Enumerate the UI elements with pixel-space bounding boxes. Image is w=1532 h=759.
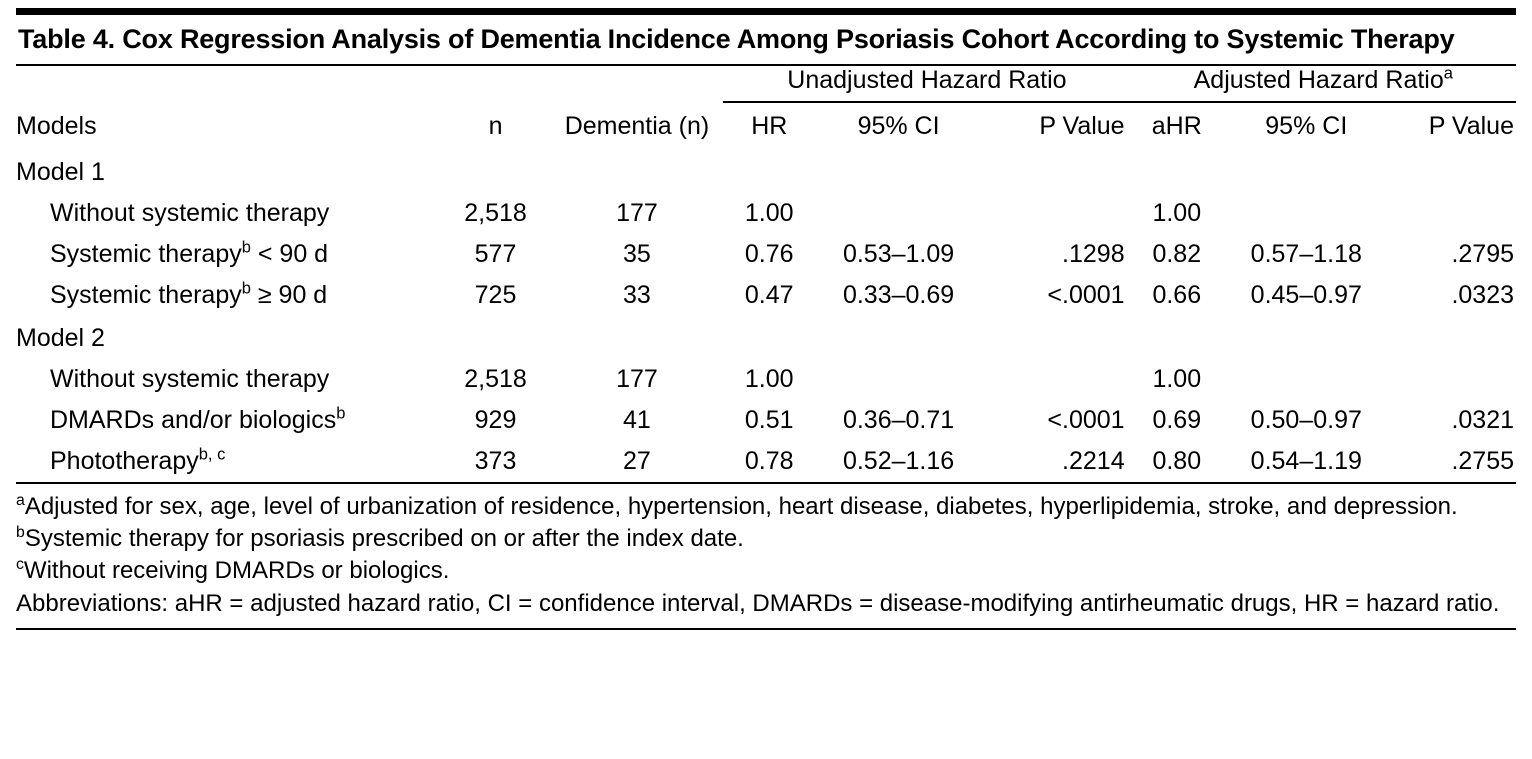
cell-n: 2,518 (464, 364, 527, 393)
footnote (16, 523, 1516, 554)
row-label (16, 275, 440, 316)
row-label (16, 316, 440, 359)
row-label-suffix: < 90 d (250, 239, 329, 268)
cell-p-value: .2214 (1062, 446, 1125, 475)
cell-p-value: .1298 (1062, 239, 1125, 268)
cell-ci (815, 316, 982, 359)
cell-p-value: <.0001 (1047, 280, 1125, 309)
table-title: Table 4. Cox Regression Analysis of Dementia Incidence Among Psoriasis Cohort According to Systemic Therapy (18, 24, 1455, 54)
cell-adjusted-p-value: .0323 (1451, 280, 1514, 309)
table-row (16, 400, 1516, 441)
table-bottom-rule (16, 628, 1516, 630)
row-label-superscript: b (241, 238, 251, 257)
table-top-rule (16, 8, 1516, 15)
cell-ahr: 1.00 (1152, 364, 1202, 393)
row-label-text: Phototherapy (50, 446, 199, 475)
footnote-text: $^a$Adjusted for sex, age, level of urbanization of residence, hypertension, heart disease, diabetes, hyperlipidemia, stroke, and depression. (16, 491, 1458, 520)
footnote (16, 588, 1516, 619)
cell-dementia: 27 (623, 446, 651, 475)
row-label-suffix: ≥ 90 d (250, 280, 328, 309)
col-header-p: P Value (1039, 111, 1125, 140)
cell-hr: 0.51 (744, 405, 794, 434)
cell-adjusted-ci (1223, 316, 1390, 359)
cell-adjusted-p-value (1390, 150, 1516, 193)
group-header-adjusted (1131, 66, 1516, 106)
col-header-dementia: Dementia (n) (564, 111, 710, 140)
cell-p-value (982, 359, 1131, 400)
cell-p-value: <.0001 (1047, 405, 1125, 434)
row-label (16, 359, 440, 400)
cell-ci: 0.52–1.16 (842, 446, 955, 475)
cell-ahr (1131, 316, 1223, 359)
cell-adjusted-p-value: .0321 (1451, 405, 1514, 434)
cell-dementia: 35 (623, 239, 651, 268)
row-label-text: DMARDs and/or biologics (50, 405, 337, 434)
footnote (16, 491, 1516, 522)
row-label (16, 150, 440, 193)
column-header-row (16, 106, 1516, 150)
cell-adjusted-p-value: .2795 (1451, 239, 1514, 268)
cell-ahr: 0.82 (1152, 239, 1202, 268)
cell-dementia: 177 (616, 364, 658, 393)
cell-ci (815, 150, 982, 193)
cell-n (440, 316, 550, 359)
cell-n: 373 (474, 446, 517, 475)
row-label-superscript: b, c (198, 445, 226, 464)
col-header-n: n (488, 111, 503, 140)
group-header-spacer-n (440, 66, 550, 106)
cell-adjusted-p-value (1390, 316, 1516, 359)
cell-adjusted-ci (1223, 359, 1390, 400)
group-header-spacer-dementia (551, 66, 724, 106)
cell-dementia: 33 (623, 280, 651, 309)
row-label (16, 400, 440, 441)
cell-ahr: 0.66 (1152, 280, 1202, 309)
cell-dementia (551, 316, 724, 359)
cell-adjusted-p-value (1390, 359, 1516, 400)
cell-hr (723, 316, 815, 359)
cell-ahr: 1.00 (1152, 198, 1202, 227)
cell-p-value (982, 150, 1131, 193)
group-header-adjusted-label (1131, 66, 1516, 103)
cell-n: 577 (474, 239, 517, 268)
table-container (16, 8, 1516, 630)
cell-hr: 1.00 (744, 364, 794, 393)
row-label (16, 193, 440, 234)
table-row (16, 441, 1516, 482)
cell-p-value (982, 316, 1131, 359)
cell-ahr (1131, 150, 1223, 193)
footnote-marker: c (16, 556, 24, 574)
cell-adjusted-p-value (1390, 193, 1516, 234)
cell-hr: 1.00 (744, 198, 794, 227)
col-header-hr: HR (751, 111, 788, 140)
cell-dementia: 41 (623, 405, 651, 434)
cell-hr: 0.78 (744, 446, 794, 475)
row-label-text: Without systemic therapy (50, 198, 330, 227)
cell-ci: 0.33–0.69 (842, 280, 955, 309)
group-header-adjusted-superscript: a (1443, 64, 1453, 83)
table-group-row (16, 316, 1516, 359)
table-row (16, 275, 1516, 316)
group-header-unadjusted (723, 66, 1130, 106)
col-header-ci: 95% CI (857, 111, 940, 140)
cell-adjusted-ci (1223, 193, 1390, 234)
cell-adjusted-ci: 0.57–1.18 (1250, 239, 1362, 268)
group-header-unadjusted-label: Unadjusted Hazard Ratio (723, 66, 1130, 103)
cell-adjusted-ci: 0.54–1.19 (1250, 446, 1362, 475)
cox-regression-table (16, 66, 1516, 482)
row-label (16, 234, 440, 275)
footnote-marker: a (16, 491, 25, 509)
table-footnotes (16, 484, 1516, 619)
footnote-marker: b (16, 524, 25, 542)
cell-ahr: 0.69 (1152, 405, 1202, 434)
cell-hr: 0.47 (744, 280, 794, 309)
cell-p-value (982, 193, 1131, 234)
row-label-text: Systemic therapy (50, 280, 242, 309)
cell-n: 725 (474, 280, 517, 309)
col-header-ahr: aHR (1151, 111, 1202, 140)
table-body (16, 150, 1516, 482)
cell-hr: 0.76 (744, 239, 794, 268)
group-header-adjusted-text: Adjusted Hazard Ratio (1193, 65, 1444, 94)
footnote-text: Abbreviations: aHR = adjusted hazard ratio, CI = confidence interval, DMARDs = disease-modifying antirheumatic drugs, HR = hazard ratio. (16, 589, 1500, 617)
cell-dementia: 177 (616, 198, 658, 227)
cell-ahr: 0.80 (1152, 446, 1202, 475)
group-header-row (16, 66, 1516, 106)
cell-adjusted-ci (1223, 150, 1390, 193)
footnote-text: $^c$Without receiving DMARDs or biologics. (16, 556, 450, 585)
table-row (16, 234, 1516, 275)
cell-ci: 0.53–1.09 (842, 239, 955, 268)
col-header-aci: 95% CI (1265, 111, 1348, 140)
cell-hr (723, 150, 815, 193)
row-label-text: Systemic therapy (50, 239, 242, 268)
cell-dementia (551, 150, 724, 193)
cell-ci: 0.36–0.71 (842, 405, 955, 434)
col-header-ap: P Value (1428, 111, 1514, 140)
cell-n: 929 (474, 405, 517, 434)
row-label-superscript: b (241, 279, 251, 298)
table-row (16, 193, 1516, 234)
cell-adjusted-ci: 0.50–0.97 (1250, 405, 1362, 434)
group-header-spacer (16, 66, 440, 106)
cell-n: 2,518 (464, 198, 527, 227)
row-label-text: Model 1 (16, 157, 105, 186)
row-label-superscript: b (336, 404, 346, 423)
table-group-row (16, 150, 1516, 193)
cell-adjusted-p-value: .2755 (1451, 446, 1514, 475)
table-row (16, 359, 1516, 400)
cell-adjusted-ci: 0.45–0.97 (1250, 280, 1362, 309)
cell-n (440, 150, 550, 193)
footnote-text: $^b$Systemic therapy for psoriasis prescribed on or after the index date. (16, 524, 744, 553)
cell-ci (815, 193, 982, 234)
row-label-text: Model 2 (16, 323, 105, 352)
footnote (16, 555, 1516, 586)
row-label-text: Without systemic therapy (50, 364, 330, 393)
row-label (16, 441, 440, 482)
col-header-models: Models (16, 111, 97, 140)
cell-ci (815, 359, 982, 400)
